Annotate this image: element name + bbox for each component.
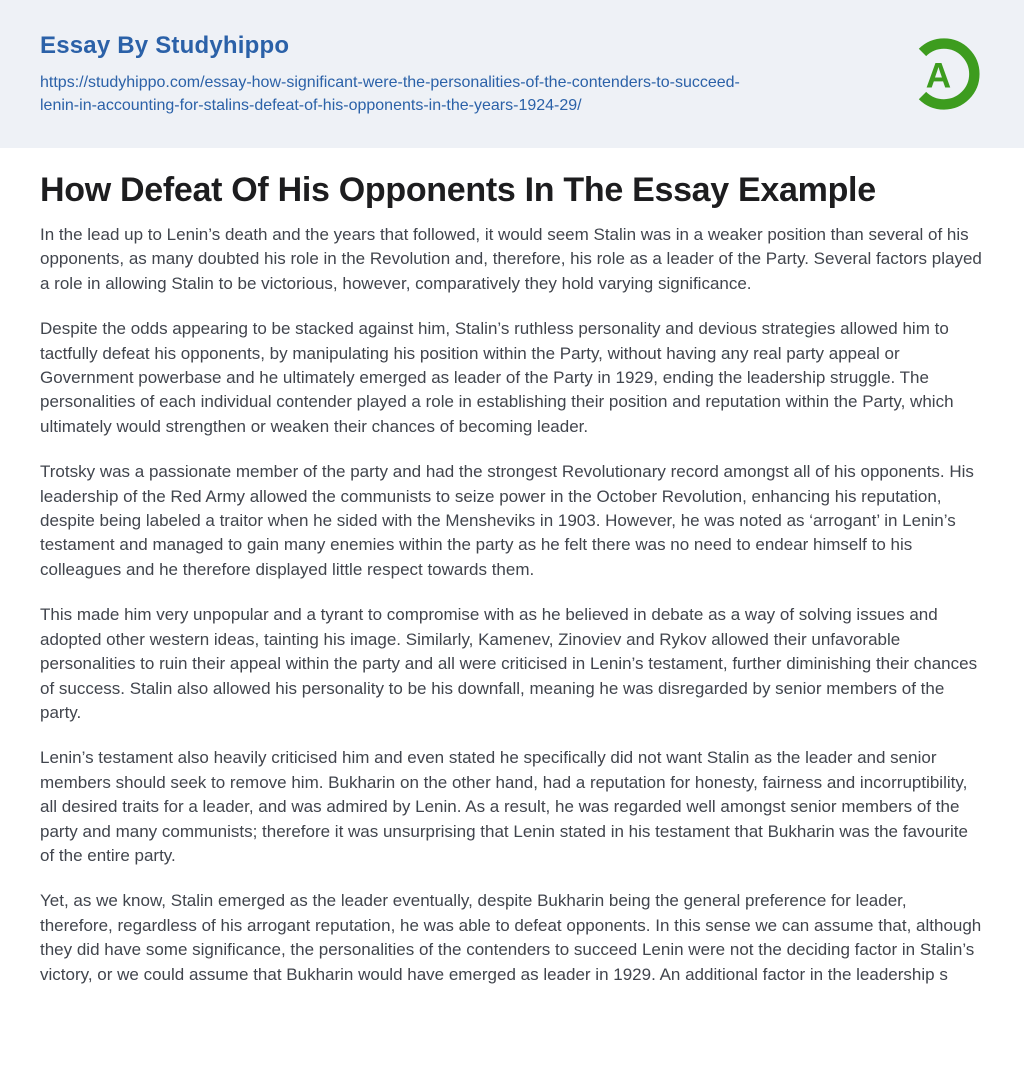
article-title: How Defeat Of His Opponents In The Essay Example xyxy=(40,171,876,209)
logo-arc-icon xyxy=(904,30,984,118)
article-paragraph: Despite the odds appearing to be stacked against him, Stalin’s ruthless personality and devious strategies allowed him to tactfully defeat his opponents, by manipulating his position within the Party, without having any real party appeal or Government powerbase and he ultimately emerged as leader of the Party in 1929, ending the leadership struggle. The personalities of each individual contender played a role in establishing their position and reputation within the Party, which ultimately would strengthen or weaken their chances of becoming leader. xyxy=(40,319,954,436)
article-main xyxy=(0,171,1024,1048)
header-text-block xyxy=(40,32,880,117)
site-label: Essay By Studyhippo xyxy=(40,31,290,59)
source-url-link[interactable]: https://studyhippo.com/essay-how-significant-were-the-personalities-of-the-contenders-to-succeed-lenin-in-accounting-for-stalins-defeat-of-his-opponents-in-the-years-1924-29/ xyxy=(40,73,740,114)
page-header xyxy=(0,0,1024,148)
article-body xyxy=(40,223,984,987)
logo-letter: A xyxy=(925,56,952,96)
article-paragraph: Lenin’s testament also heavily criticised him and even stated he specifically did not want Stalin as the leader and senior members should seek to remove him. Bukharin on the other hand, had a reputation for honesty, fairness and incorruptibility, all desired traits for a leader, and was admired by Lenin. As a result, he was regarded well amongst senior members of the party and many communists; therefore it was unsurprising that Lenin stated in his testament that Bukharin was the favourite of the entire party. xyxy=(40,748,968,865)
studyhippo-logo xyxy=(904,30,984,118)
article-paragraph: This made him very unpopular and a tyrant to compromise with as he believed in debate as a way of solving issues and adopted other western ideas, tainting his image. Similarly, Kamenev, Zinoviev and Rykov allowed their unfavorable personalities to ruin their appeal within the party and all were criticised in Lenin’s testament, further diminishing their chances of success. Stalin also allowed his personality to be his downfall, meaning he was disregarded by senior members of the party. xyxy=(40,605,978,722)
article-paragraph: In the lead up to Lenin’s death and the years that followed, it would seem Stalin was in a weaker position than several of his opponents, as many doubted his role in the Revolution and, therefore, his role as a leader of the Party. Several factors played a role in allowing Stalin to be victorious, however, comparatively they hold varying significance. xyxy=(40,225,982,293)
article-paragraph: Trotsky was a passionate member of the party and had the strongest Revolutionary record amongst all of his opponents. His leadership of the Red Army allowed the communists to seize power in the October Revolution, enhancing his reputation, despite being labeled a traitor when he sided with the Mensheviks in 1903. However, he was noted as ‘arrogant’ in Lenin’s testament and managed to gain many enemies within the party as he felt there was no need to endear himself to his colleagues and he therefore displayed little respect towards them. xyxy=(40,462,974,579)
article-paragraph: Yet, as we know, Stalin emerged as the leader eventually, despite Bukharin being the general preference for leader, therefore, regardless of his arrogant reputation, he was able to defeat opponents. In this sense we can assume that, although they did have some significance, the personalities of the contenders to succeed Lenin were not the deciding factor in Stalin’s victory, or we could assume that Bukharin would have emerged as leader in 1929. An additional factor in the leadership s xyxy=(40,891,982,984)
